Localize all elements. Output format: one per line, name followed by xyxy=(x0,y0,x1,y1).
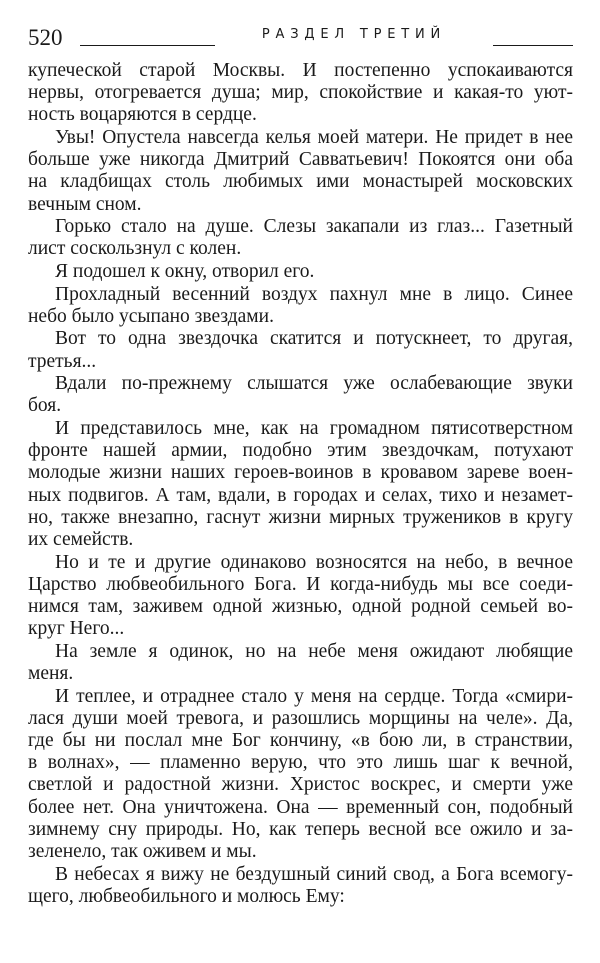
book-page xyxy=(28,18,573,908)
paragraph xyxy=(28,60,573,127)
text-line: третья... xyxy=(28,350,97,372)
text-line: более нет. Она уничтожена. Она — временный сон, подобный xyxy=(28,796,573,818)
text-line: боя. xyxy=(28,395,62,417)
section-title: РАЗДЕЛ ТРЕТИЙ xyxy=(261,27,447,42)
text-line: вечным сном. xyxy=(28,193,142,215)
text-line: ных подвигов. А там, вдали, в городах и селах, тихо и незамет- xyxy=(28,484,573,506)
text-line: В небесах я вижу не бездушный синий свод, а Бога всемогу- xyxy=(55,863,573,885)
text-line: нимся там, заживем одной жизнью, одной родной семьей во- xyxy=(28,596,573,617)
header-rule-left xyxy=(80,45,215,46)
paragraph xyxy=(28,373,573,417)
text-line: Вдали по-прежнему слышатся уже ослабевающие звуки xyxy=(55,373,573,395)
text-line: лася души моей тревога, и разошлись морщины на челе». Да, xyxy=(28,707,573,729)
text-line: Но и те и другие одинаково возносятся на небо, в вечное xyxy=(55,551,573,573)
text-line: в волнах», — пламенно верую, что это лишь шаг к вечной, xyxy=(28,752,573,774)
paragraph xyxy=(28,328,573,372)
body-text xyxy=(28,60,573,908)
paragraph xyxy=(28,284,573,328)
text-line: где бы ни послал мне Бог кончину, «в бою ли, в странствии, xyxy=(28,730,573,751)
paragraph xyxy=(28,864,573,908)
page-number: 520 xyxy=(28,25,63,50)
text-line: но, также внезапно, гаснут жизни мирных тружеников в кругу xyxy=(28,506,573,528)
text-line: зимнему сну природы. Но, как теперь весной все ожило и за- xyxy=(28,818,573,840)
text-line: фронте нашей армии, подобно этим звездочкам, потухают xyxy=(28,440,573,462)
text-line: Увы! Опустела навсегда келья моей матери. Не придет в нее xyxy=(55,127,573,148)
text-line: Горько стало на душе. Слезы закапали из глаз... Газетный xyxy=(55,216,573,238)
running-header xyxy=(28,18,573,58)
text-line: На земле я одинок, но на небе меня ожидают любящие xyxy=(55,640,573,662)
paragraph xyxy=(28,686,573,864)
paragraph xyxy=(28,127,573,216)
text-line: меня. xyxy=(28,663,74,684)
text-line: ность воцаряются в сердце. xyxy=(28,104,257,126)
text-line: И теплее, и отраднее стало у меня на сердце. Тогда «смири- xyxy=(55,685,573,707)
paragraph xyxy=(28,261,573,283)
text-line: Прохладный весенний воздух пахнул мне в лицо. Синее xyxy=(55,283,573,305)
text-line: Я подошел к окну, отворил его. xyxy=(55,261,315,282)
text-line: лист соскользнул с колен. xyxy=(28,238,242,260)
text-line: на кладбищах столь любимых ими монастырей московских xyxy=(28,171,573,193)
paragraph xyxy=(28,216,573,260)
header-rule-right xyxy=(493,45,573,46)
text-line: купеческой старой Москвы. И постепенно успокаиваются xyxy=(28,60,573,81)
paragraph xyxy=(28,418,573,551)
text-line: Вот то одна звездочка скатится и потускнеет, то другая, xyxy=(55,328,573,350)
paragraph xyxy=(28,552,573,641)
text-line: нервы, отогревается душа; мир, спокойствие и какая-то уют- xyxy=(28,82,573,104)
text-line: светлой и радостной жизни. Христос воскрес, и смерти уже xyxy=(28,774,573,796)
text-line: Царство любвеобильного Бога. И когда-нибудь мы все соеди- xyxy=(28,573,573,595)
text-line: небо было усыпано звездами. xyxy=(28,305,274,327)
text-line: И представилось мне, как на громадном пятисотверстном xyxy=(55,417,573,439)
text-line: больше уже никогда Дмитрий Савватьевич! Покоятся они оба xyxy=(28,149,573,171)
text-line: их семейств. xyxy=(28,529,134,550)
text-line: молодые жизни наших героев-воинов в кровавом зареве воен- xyxy=(28,462,573,484)
text-line: зеленело, так оживем и мы. xyxy=(28,841,257,863)
text-line: щего, любвеобильного и молюсь Ему: xyxy=(28,885,345,907)
paragraph xyxy=(28,641,573,685)
text-line: круг Него... xyxy=(28,618,125,640)
